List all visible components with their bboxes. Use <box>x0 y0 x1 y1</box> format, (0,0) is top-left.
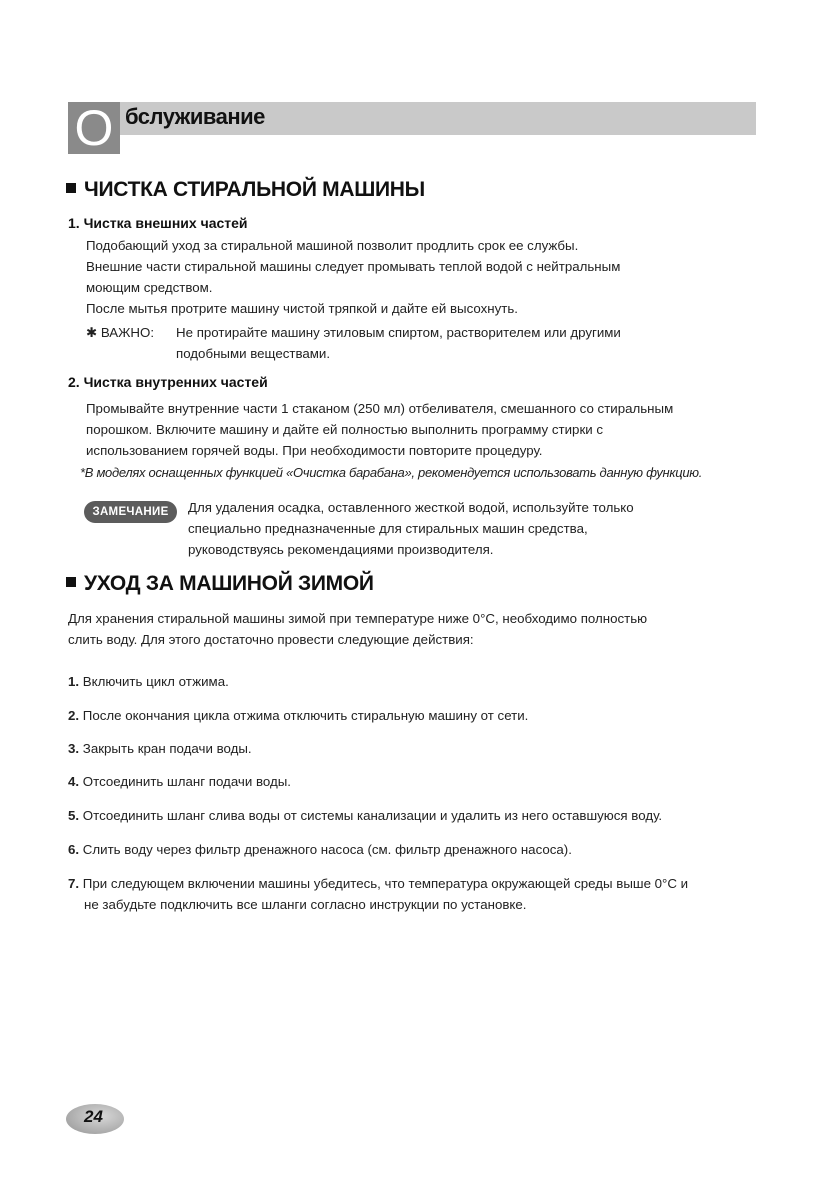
step-number: 1. <box>68 674 80 689</box>
subheading-interior: 2. Чистка внутренних частей <box>68 374 268 390</box>
step-text-continued: не забудьте подключить все шланги согласно инструкции по установке. <box>84 897 527 912</box>
note-paragraph <box>188 497 634 560</box>
bullet-square-icon <box>66 183 76 193</box>
winter-intro <box>68 608 647 650</box>
text-line: Для хранения стиральной машины зимой при температуре ниже 0°С, необходимо полностью <box>68 611 648 626</box>
header-letter: O <box>72 106 116 150</box>
section-title-text: УХОД ЗА МАШИНОЙ ЗИМОЙ <box>84 572 374 595</box>
step-number: 5. <box>68 808 80 823</box>
step-number: 2. <box>68 708 80 723</box>
section-title-winter <box>66 572 374 596</box>
page-number: 24 <box>84 1107 103 1126</box>
drum-clean-note: *В моделях оснащенных функцией «Очистка барабана», рекомендуется использовать данную функцию. <box>80 465 703 480</box>
list-item <box>68 873 688 915</box>
text-line: порошком. Включите машину и дайте ей полностью выполнить программу стирки с <box>86 422 604 437</box>
text-line: Промывайте внутренние части 1 стаканом (250 мл) отбеливателя, смешанного со стиральным <box>86 401 674 416</box>
interior-paragraph <box>86 398 673 461</box>
step-text: При следующем включении машины убедитесь, что температура окружающей среды выше 0°С и <box>82 876 689 891</box>
list-item <box>68 738 252 759</box>
step-number: 7. <box>68 876 80 891</box>
bullet-square-icon <box>66 577 76 587</box>
step-number: 4. <box>68 774 80 789</box>
important-text <box>176 322 621 364</box>
page-title: бслуживание <box>125 104 265 129</box>
text-line: Подобающий уход за стиральной машиной позволит продлить срок ее службы. <box>86 238 579 253</box>
list-item <box>68 705 528 726</box>
text-line: Не протирайте машину этиловым спиртом, растворителем или другими <box>176 325 621 340</box>
list-item <box>68 671 229 692</box>
step-text: Закрыть кран подачи воды. <box>82 741 252 756</box>
text-line: Для удаления осадка, оставленного жесткой водой, используйте только <box>188 500 634 515</box>
text-line: специально предназначенные для стиральных машин средства, <box>188 521 588 536</box>
text-line: Внешние части стиральной машины следует промывать теплой водой с нейтральным <box>86 259 621 274</box>
subheading-exterior: 1. Чистка внешних частей <box>68 215 248 231</box>
text-line: моющим средством. <box>86 280 213 295</box>
exterior-paragraph <box>86 235 620 319</box>
text-line: подобными веществами. <box>176 346 331 361</box>
step-number: 3. <box>68 741 80 756</box>
note-badge: ЗАМЕЧАНИЕ <box>84 501 177 523</box>
section-title-cleaning <box>66 178 425 202</box>
step-text: Отсоединить шланг слива воды от системы канализации и удалить из него оставшуюся воду. <box>82 808 663 823</box>
step-text: Слить воду через фильтр дренажного насоса (см. фильтр дренажного насоса). <box>82 842 572 857</box>
text-line: руководствуясь рекомендациями производителя. <box>188 542 494 557</box>
text-line: использованием горячей воды. При необходимости повторите процедуру. <box>86 443 543 458</box>
text-line: После мытья протрите машину чистой тряпкой и дайте ей высохнуть. <box>86 301 518 316</box>
list-item <box>68 839 572 860</box>
step-text: Отсоединить шланг подачи воды. <box>82 774 291 789</box>
list-item <box>68 805 662 826</box>
header-letter-box <box>68 102 120 154</box>
step-text: После окончания цикла отжима отключить стиральную машину от сети. <box>82 708 529 723</box>
important-label: ✱ ВАЖНО: <box>86 325 155 340</box>
list-item <box>68 771 291 792</box>
step-text: Включить цикл отжима. <box>82 674 229 689</box>
text-line: слить воду. Для этого достаточно провести следующие действия: <box>68 632 474 647</box>
section-title-text: ЧИСТКА СТИРАЛЬНОЙ МАШИНЫ <box>84 178 425 201</box>
step-number: 6. <box>68 842 80 857</box>
